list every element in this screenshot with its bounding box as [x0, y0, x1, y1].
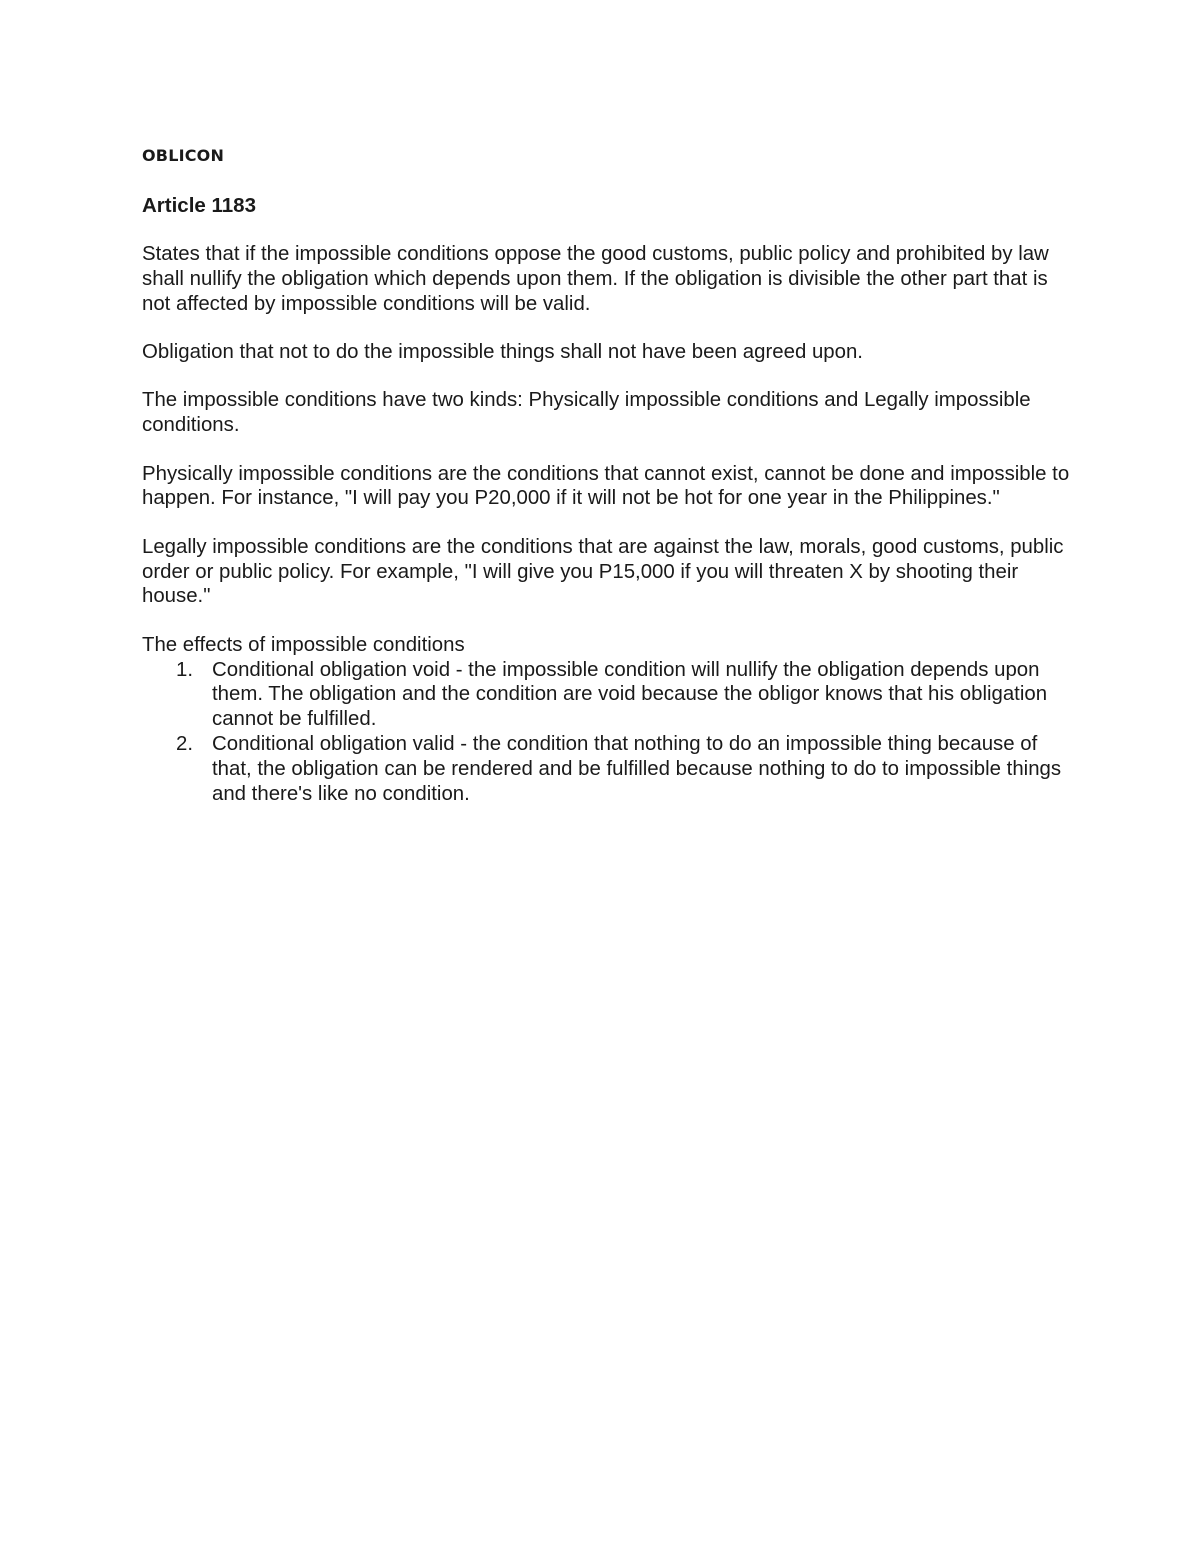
effects-title: The effects of impossible conditions — [142, 633, 465, 656]
list-item-number: 2. — [176, 732, 194, 755]
list-item-text: Conditional obligation valid - the condition that nothing to do an impossible thing because of that, the obligation can be rendered and be fulfilled because nothing to do to impossible things and there's like no condition. — [212, 732, 1062, 805]
paragraph-two-kinds: The impossible conditions have two kinds: Physically impossible conditions and Legally impossible conditions. — [142, 389, 1031, 437]
paragraph-article-summary: States that if the impossible conditions oppose the good customs, public policy and prohibited by law shall nullify the obligation which depends upon them. If the obligation is divisible the other part that is not affected by impossible conditions will be valid. — [142, 243, 1049, 315]
paragraph-obligation-not-to-do: Obligation that not to do the impossible things shall not have been agreed upon. — [142, 340, 863, 363]
list-item-number: 1. — [176, 658, 194, 681]
document-label: OBLICON — [142, 146, 225, 165]
list-item — [176, 658, 1072, 732]
effects-list — [142, 658, 1072, 807]
article-heading: Article 1183 — [142, 194, 256, 217]
paragraph-physically-impossible: Physically impossible conditions are the conditions that cannot exist, cannot be done and impossible to happen. For instance, "I will pay you P20,000 if it will not be hot for one year in the Philippines." — [142, 462, 1070, 510]
list-item-text: Conditional obligation void - the impossible condition will nullify the obligation depends upon them. The obligation and the condition are void because the obligor knows that his obligation cannot be fulfilled. — [212, 658, 1048, 731]
list-item — [176, 732, 1072, 806]
paragraph-legally-impossible: Legally impossible conditions are the conditions that are against the law, morals, good customs, public order or public policy. For example, "I will give you P15,000 if you will threaten X by shooting their house." — [142, 535, 1064, 608]
document-body — [142, 242, 1072, 806]
